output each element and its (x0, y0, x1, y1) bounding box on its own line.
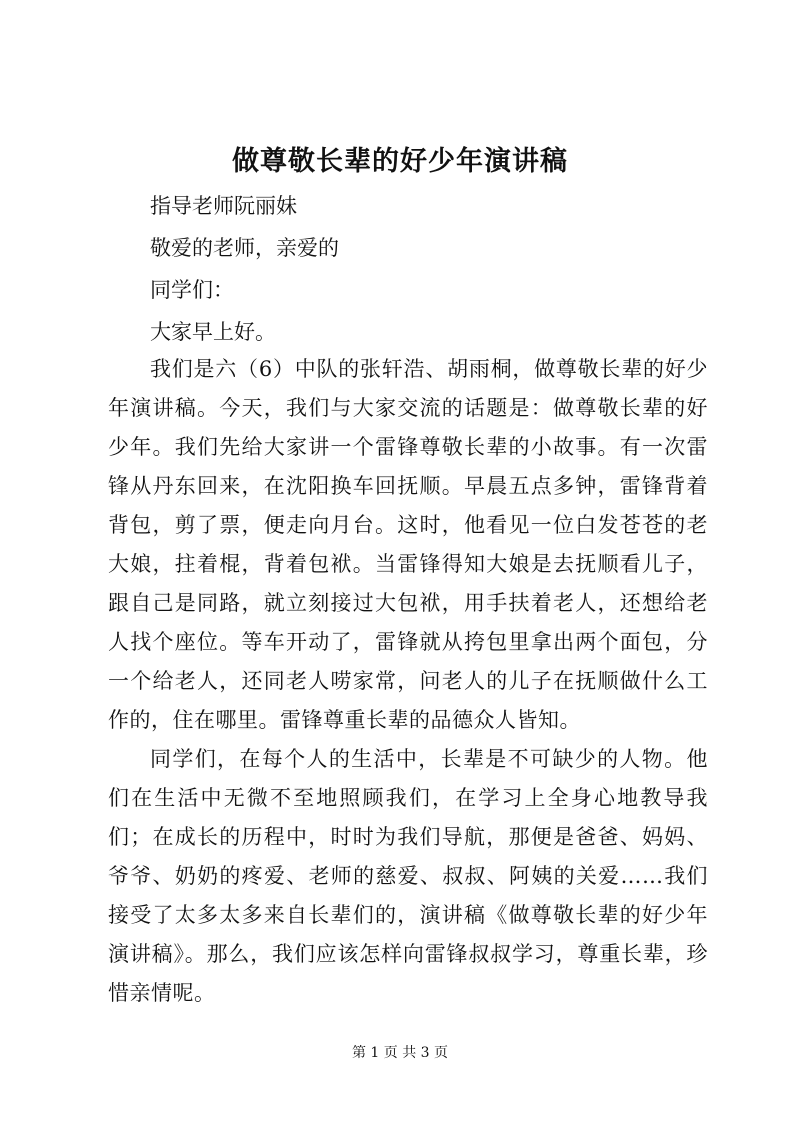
page-footer: 第 1 页 共 3 页 (351, 1045, 449, 1061)
good-morning-line: 大家早上好。 (150, 320, 276, 344)
paragraph-elders-care: 同学们，在每个人的生活中，长辈是不可缺少的人物。他们在生活中无微不至地照顾我们，在学习上全身心地教导我们；在成长的历程中，时时为我们导航，那便是爸爸、妈妈、爷爷、奶奶的疼爱、老师的慈爱、叔叔、阿姨的关爱……我们接受了太多太多来自长辈们的，演讲稿《做尊敬长辈的好少年演讲稿》。那么，我们应该怎样向雷锋叔叔学习，尊重长辈，珍惜亲情呢。 (108, 747, 708, 1005)
document-title: 做尊敬长辈的好少年演讲稿 (232, 146, 568, 177)
greeting-line: 敬爱的老师，亲爱的 (150, 236, 339, 260)
greeting-line-continued: 同学们： (150, 278, 234, 302)
paragraph-lei-feng-story: 我们是六（6）中队的张轩浩、胡雨桐，做尊敬长辈的好少年演讲稿。今天，我们与大家交流的话题是：做尊敬长辈的好少年。我们先给大家讲一个雷锋尊敬长辈的小故事。有一次雷锋从丹东回来，在沈阳换车回抚顺。早晨五点多钟，雷锋背着背包，剪了票，便走向月台。这时，他看见一位白发苍苍的老大娘，拄着棍，背着包袱。当雷锋得知大娘是去抚顺看儿子，跟自己是同路，就立刻接过大包袱，用手扶着老人，还想给老人找个座位。等车开动了，雷锋就从挎包里拿出两个面包，分一个给老人，还同老人唠家常，问老人的儿子在抚顺做什么工作的，住在哪里。雷锋尊重长辈的品德众人皆知。 (108, 357, 708, 732)
instructor-line: 指导老师阮丽妹 (150, 194, 297, 218)
